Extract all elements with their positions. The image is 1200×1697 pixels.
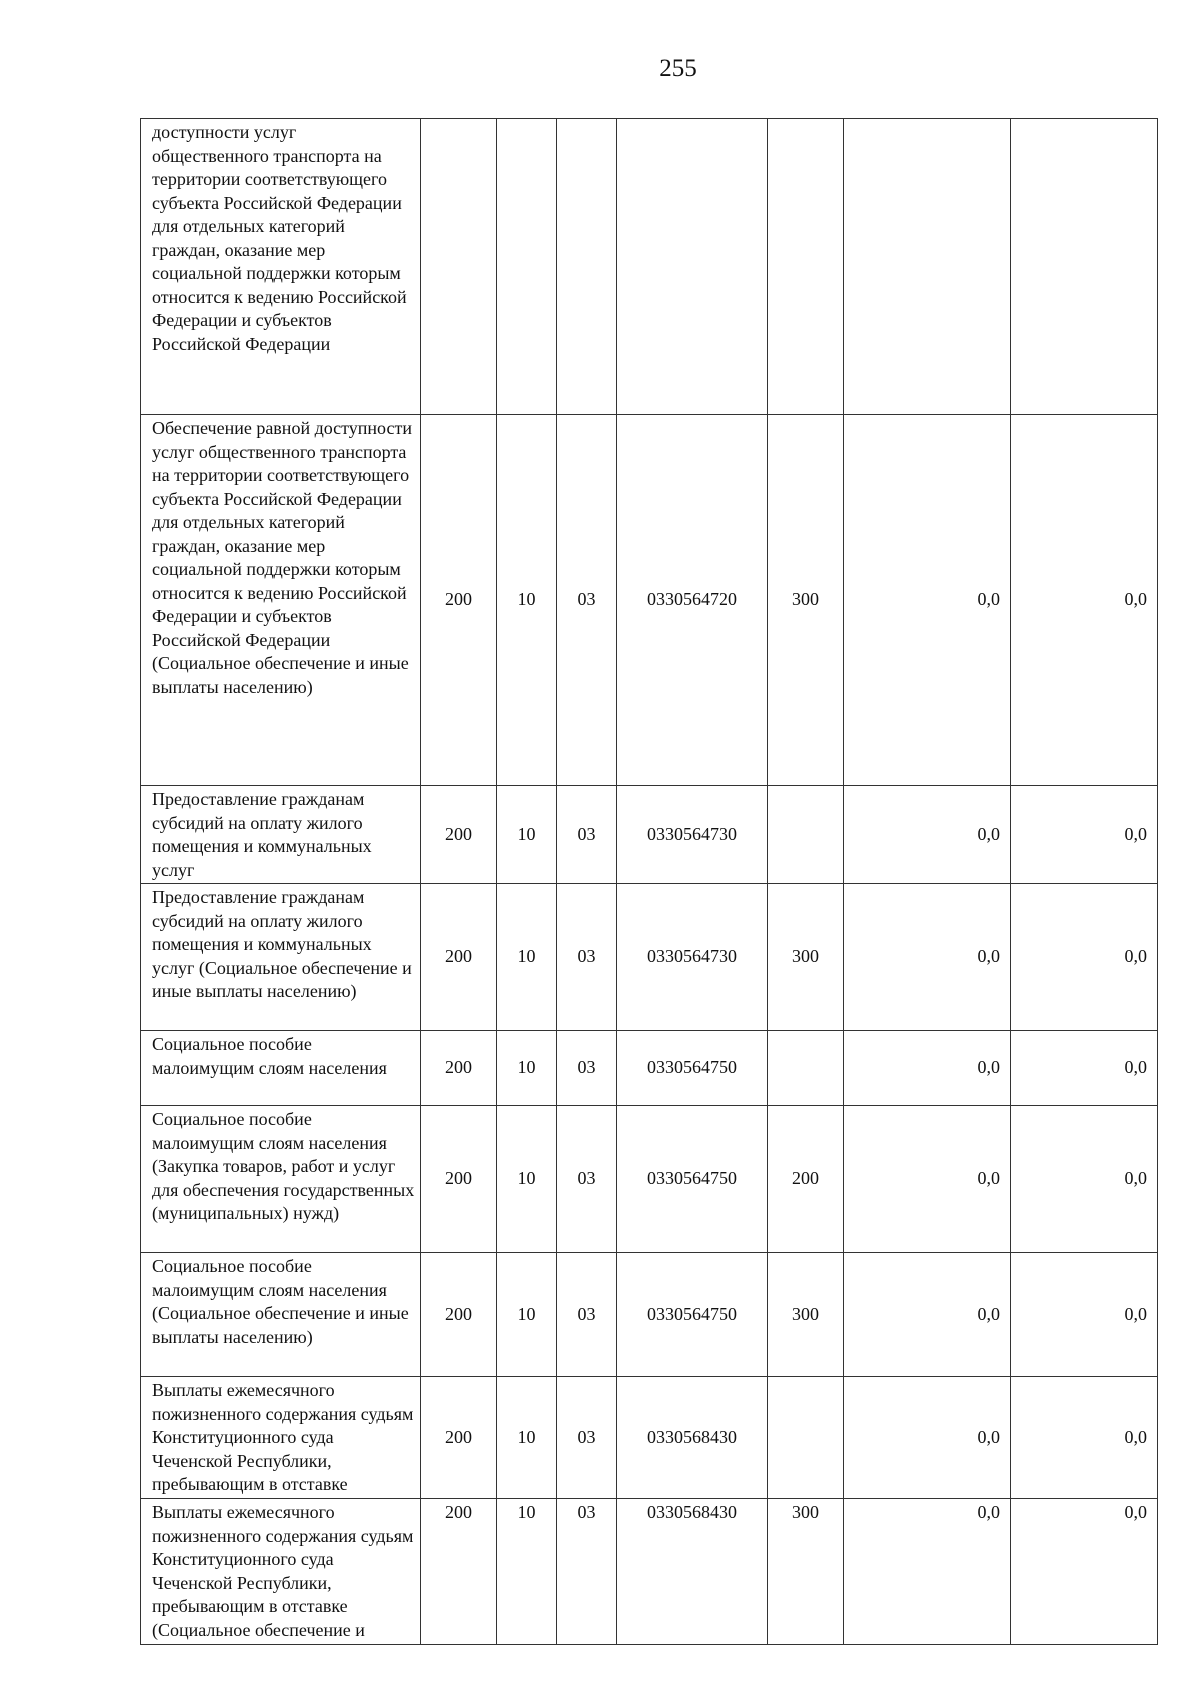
cell-code-4: 0330564750 <box>617 1031 768 1106</box>
cell-value-1: 0,0 <box>844 1499 1011 1645</box>
cell-code-2 <box>497 119 557 415</box>
row-description: Выплаты ежемесячного пожизненного содержания судьям Конституционного суда Чеченской Республики, пребывающим в отставке (Социальное обеспечение и <box>141 1499 421 1645</box>
cell-code-3: 03 <box>557 1031 617 1106</box>
cell-code-5: 200 <box>768 1106 844 1253</box>
cell-code-3: 03 <box>557 884 617 1031</box>
cell-code-4: 0330568430 <box>617 1499 768 1645</box>
cell-code-1: 200 <box>421 884 497 1031</box>
table-row <box>141 1253 1158 1377</box>
cell-code-5 <box>768 1377 844 1499</box>
cell-code-2: 10 <box>497 1031 557 1106</box>
row-description: Социальное пособие малоимущим слоям населения (Социальное обеспечение и иные выплаты населению) <box>141 1253 421 1377</box>
cell-code-2: 10 <box>497 1377 557 1499</box>
cell-code-4: 0330564750 <box>617 1253 768 1377</box>
row-description: Социальное пособие малоимущим слоям населения (Закупка товаров, работ и услуг для обеспечения государственных (муниципальных) нужд) <box>141 1106 421 1253</box>
cell-code-2: 10 <box>497 786 557 884</box>
cell-value-2 <box>1011 119 1158 415</box>
cell-code-5: 300 <box>768 884 844 1031</box>
cell-code-1: 200 <box>421 1106 497 1253</box>
cell-code-3: 03 <box>557 1253 617 1377</box>
cell-code-4: 0330564730 <box>617 786 768 884</box>
cell-code-3: 03 <box>557 786 617 884</box>
cell-value-1: 0,0 <box>844 1031 1011 1106</box>
cell-code-4: 0330564750 <box>617 1106 768 1253</box>
page-number: 255 <box>659 55 697 82</box>
cell-code-3: 03 <box>557 1377 617 1499</box>
cell-code-2: 10 <box>497 1106 557 1253</box>
cell-code-5: 300 <box>768 1499 844 1645</box>
table-row <box>141 119 1158 415</box>
cell-code-5 <box>768 1031 844 1106</box>
cell-code-3: 03 <box>557 1106 617 1253</box>
cell-code-1: 200 <box>421 1377 497 1499</box>
cell-code-1: 200 <box>421 1253 497 1377</box>
row-description: Социальное пособие малоимущим слоям населения <box>141 1031 421 1106</box>
cell-value-2: 0,0 <box>1011 1031 1158 1106</box>
cell-value-2: 0,0 <box>1011 415 1158 786</box>
cell-code-2: 10 <box>497 1499 557 1645</box>
cell-value-2: 0,0 <box>1011 786 1158 884</box>
table-row <box>141 1106 1158 1253</box>
row-description: Обеспечение равной доступности услуг общественного транспорта на территории соответствующего субъекта Российской Федерации для отдельных категорий граждан, оказание мер социальной поддержки которым относится к ведению Российской Федерации и субъектов Российской Федерации (Социальное обеспечение и иные выплаты населению) <box>141 415 421 786</box>
row-description: Предоставление гражданам субсидий на оплату жилого помещения и коммунальных услуг <box>141 786 421 884</box>
cell-code-5: 300 <box>768 415 844 786</box>
cell-code-3: 03 <box>557 415 617 786</box>
table-row <box>141 415 1158 786</box>
cell-value-2: 0,0 <box>1011 1253 1158 1377</box>
cell-value-2: 0,0 <box>1011 1106 1158 1253</box>
cell-code-1: 200 <box>421 415 497 786</box>
row-description: Предоставление гражданам субсидий на оплату жилого помещения и коммунальных услуг (Социальное обеспечение и иные выплаты населению) <box>141 884 421 1031</box>
cell-code-5 <box>768 119 844 415</box>
table-row <box>141 1499 1158 1645</box>
cell-code-3: 03 <box>557 1499 617 1645</box>
cell-value-1: 0,0 <box>844 884 1011 1031</box>
cell-code-4: 0330568430 <box>617 1377 768 1499</box>
cell-value-1: 0,0 <box>844 415 1011 786</box>
table-row <box>141 1031 1158 1106</box>
cell-code-1: 200 <box>421 786 497 884</box>
cell-code-4 <box>617 119 768 415</box>
cell-value-2: 0,0 <box>1011 1499 1158 1645</box>
cell-code-3 <box>557 119 617 415</box>
cell-code-1: 200 <box>421 1499 497 1645</box>
cell-value-1: 0,0 <box>844 1253 1011 1377</box>
cell-value-2: 0,0 <box>1011 1377 1158 1499</box>
table-row <box>141 786 1158 884</box>
cell-value-1: 0,0 <box>844 1106 1011 1253</box>
cell-code-2: 10 <box>497 1253 557 1377</box>
row-description: доступности услуг общественного транспорта на территории соответствующего субъекта Российской Федерации для отдельных категорий граждан, оказание мер социальной поддержки которым относится к ведению Российской Федерации и субъектов Российской Федерации <box>141 119 421 415</box>
cell-code-5: 300 <box>768 1253 844 1377</box>
cell-code-1 <box>421 119 497 415</box>
cell-value-1: 0,0 <box>844 786 1011 884</box>
cell-value-2: 0,0 <box>1011 884 1158 1031</box>
cell-value-1 <box>844 119 1011 415</box>
cell-code-2: 10 <box>497 884 557 1031</box>
cell-code-4: 0330564730 <box>617 884 768 1031</box>
cell-value-1: 0,0 <box>844 1377 1011 1499</box>
cell-code-2: 10 <box>497 415 557 786</box>
budget-table <box>140 118 1158 1645</box>
row-description: Выплаты ежемесячного пожизненного содержания судьям Конституционного суда Чеченской Республики, пребывающим в отставке <box>141 1377 421 1499</box>
cell-code-5 <box>768 786 844 884</box>
cell-code-1: 200 <box>421 1031 497 1106</box>
table-row <box>141 884 1158 1031</box>
cell-code-4: 0330564720 <box>617 415 768 786</box>
table-row <box>141 1377 1158 1499</box>
